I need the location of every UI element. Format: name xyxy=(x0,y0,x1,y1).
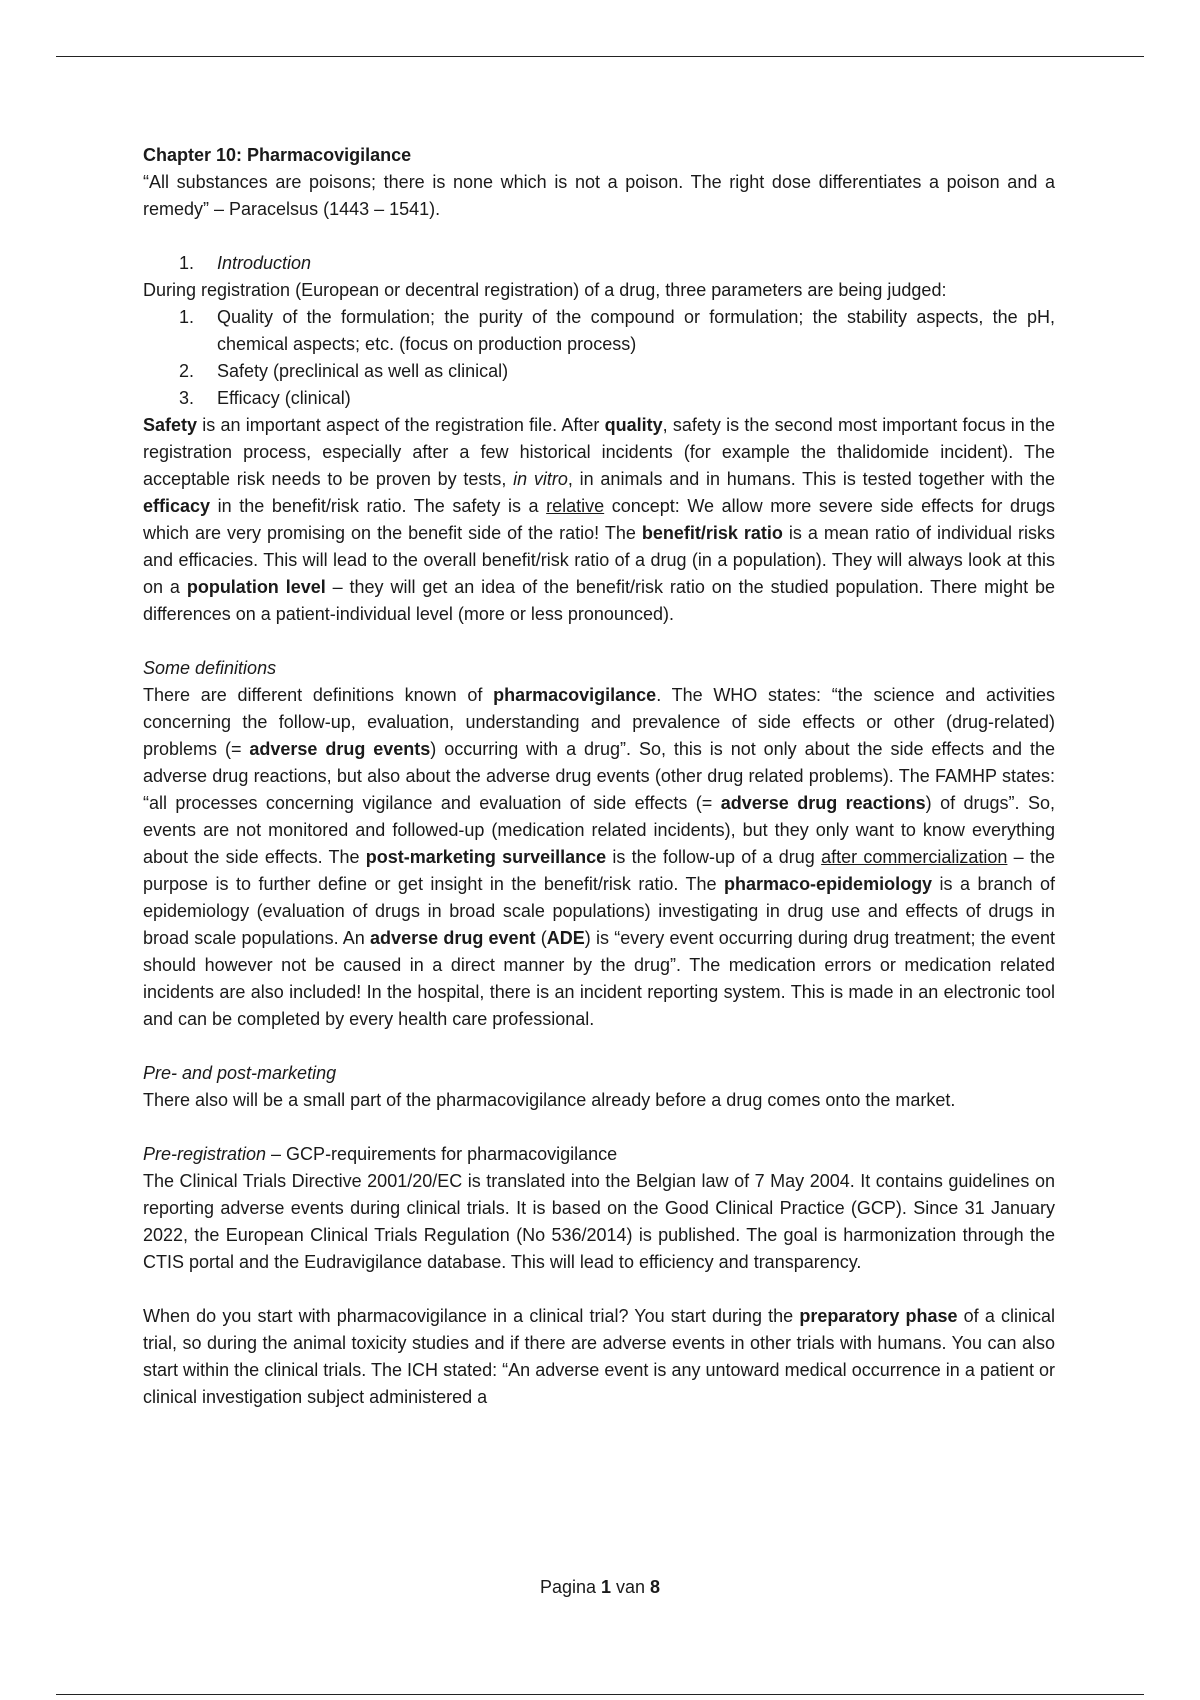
text-run: in the benefit/risk ratio. The safety is a xyxy=(210,496,547,516)
term-benefit-risk-ratio: benefit/risk ratio xyxy=(641,523,783,543)
pre-post-marketing-paragraph: There also will be a small part of the pharmacovigilance already before a drug comes onto the market. xyxy=(143,1090,956,1110)
registration-criteria-list xyxy=(143,304,1055,412)
text-run: ) of drugs”. So, events are not monitored and followed-up (medication related incidents), but they only want to know everything about the side effects. The xyxy=(143,793,1055,867)
list-number: 1. xyxy=(179,307,195,327)
term-ade-abbr: ADE xyxy=(546,928,585,948)
term-pharmacovigilance: pharmacovigilance xyxy=(493,685,657,705)
footer-pagina: Pagina xyxy=(539,1577,601,1597)
text-run: is an important aspect of the registration file. After xyxy=(197,415,605,435)
text-run: of a clinical trial, so during the animal toxicity studies and if there are adverse events in other trials with humans. You can also start within the clinical trials. The ICH stated: “An adverse event is any untoward medical occurrence in a patient or clinical investigation subject administered a xyxy=(143,1306,1055,1407)
chapter-title: Chapter 10: Pharmacovigilance xyxy=(143,145,412,165)
term-adverse-drug-event: adverse drug event xyxy=(370,928,536,948)
page-footer xyxy=(0,1574,1200,1601)
text-run: is the follow-up of a drug xyxy=(606,847,822,867)
pre-registration-heading xyxy=(143,1141,1055,1168)
term-quality: quality xyxy=(604,415,663,435)
term-after-commercialization: after commercialization xyxy=(821,847,1008,867)
definitions-heading: Some definitions xyxy=(143,658,277,678)
footer-page-number: 1 xyxy=(601,1577,612,1597)
list-number: 2. xyxy=(179,361,195,381)
term-safety: Safety xyxy=(143,415,198,435)
pre-registration-heading-rest: – GCP-requirements for pharmacovigilance xyxy=(266,1144,618,1164)
text-run: When do you start with pharmacovigilance in a clinical trial? You start during the xyxy=(143,1306,800,1326)
term-adverse-drug-events: adverse drug events xyxy=(249,739,431,759)
list-text: Safety (preclinical as well as clinical) xyxy=(217,361,509,381)
list-item xyxy=(143,358,1055,385)
term-adverse-drug-reactions: adverse drug reactions xyxy=(720,793,926,813)
text-run: is a mean ratio of individual risks and efficacies. This will lead to the overall benefit/risk ratio of a drug (in a population). They will always look at this on a xyxy=(143,523,1055,597)
clinical-trial-start-paragraph xyxy=(143,1303,1055,1411)
text-run: – the purpose is to further define or get insight in the benefit/risk ratio. The xyxy=(143,847,1055,894)
term-in-vitro: in vitro xyxy=(513,469,568,489)
term-preparatory-phase: preparatory phase xyxy=(799,1306,958,1326)
term-pharmaco-epidemiology: pharmaco-epidemiology xyxy=(724,874,933,894)
text-run: ) is “every event occurring during drug treatment; the event should however not be caused in a direct manner by the drug”. The medication errors or medication related incidents are also included! In the hospital, there is an incident reporting system. This is made in an electronic tool and can be completed by every health care professional. xyxy=(143,928,1055,1029)
safety-paragraph xyxy=(143,412,1055,628)
pre-registration-heading-italic: Pre-registration xyxy=(143,1144,267,1164)
text-run: is a branch of epidemiology (evaluation of drugs in broad scale populations) investigating in drug use and effects of drugs in broad scale populations. An xyxy=(143,874,1056,948)
text-run: , in animals and in humans. This is tested together with the xyxy=(567,469,1056,489)
list-item xyxy=(143,304,1055,358)
section-heading: Introduction xyxy=(217,253,312,273)
pre-post-marketing-heading: Pre- and post-marketing xyxy=(143,1063,337,1083)
list-text: Quality of the formulation; the purity of the compound or formulation; the stability aspects, the pH, chemical aspects; etc. (focus on production process) xyxy=(217,307,1055,354)
text-run: ) occurring with a drug”. So, this is not only about the side effects and the adverse drug reactions, but also about the adverse drug events (other drug related problems). The FAMHP states: “all processes concerning vigilance and evaluation of side effects (= xyxy=(143,739,1056,813)
term-efficacy: efficacy xyxy=(143,496,211,516)
definitions-paragraph xyxy=(143,682,1055,1033)
text-run: . The WHO states: “the science and activities concerning the follow-up, evaluation, understanding and prevalence of side effects or other (drug-related) problems (= xyxy=(143,685,1055,759)
footer-page-total: 8 xyxy=(650,1577,661,1597)
footer-rule xyxy=(56,1694,1144,1695)
list-number: 3. xyxy=(179,388,195,408)
list-item xyxy=(143,385,1055,412)
text-run: – they will get an idea of the benefit/risk ratio on the studied population. There might be differences on a patient-individual level (more or less pronounced). xyxy=(143,577,1055,624)
section-heading-introduction xyxy=(143,250,1055,277)
header-rule xyxy=(56,56,1144,57)
term-relative: relative xyxy=(546,496,605,516)
paracelsus-quote: “All substances are poisons; there is none which is not a poison. The right dose differentiates a poison and a remedy” – Paracelsus (1443 – 1541). xyxy=(143,172,1055,219)
document-body xyxy=(143,142,1055,1411)
term-population-level: population level xyxy=(186,577,326,597)
term-post-marketing-surveillance: post-marketing surveillance xyxy=(365,847,607,867)
text-run: ( xyxy=(535,928,547,948)
footer-van: van xyxy=(611,1577,651,1597)
pre-registration-paragraph: The Clinical Trials Directive 2001/20/EC is translated into the Belgian law of 7 May 2004. It contains guidelines on reporting adverse events during clinical trials. It is based on the Good Clinical Practice (GCP). Since 31 January 2022, the European Clinical Trials Regulation (No 536/2014) is published. The goal is harmonization through the CTIS portal and the Eudravigilance database. This will lead to efficiency and transparency. xyxy=(143,1171,1055,1272)
text-run: There are different definitions known of xyxy=(143,685,494,705)
section-number: 1. xyxy=(179,253,195,273)
text-run: , safety is the second most important focus in the registration process, especially after a few historical incidents (for example the thalidomide incident). The acceptable risk needs to be proven by tests, xyxy=(143,415,1056,489)
registration-lead: During registration (European or decentral registration) of a drug, three parameters are being judged: xyxy=(143,280,947,300)
text-run: concept: We allow more severe side effects for drugs which are very promising on the benefit side of the ratio! The xyxy=(143,496,1055,543)
list-text: Efficacy (clinical) xyxy=(217,388,351,408)
